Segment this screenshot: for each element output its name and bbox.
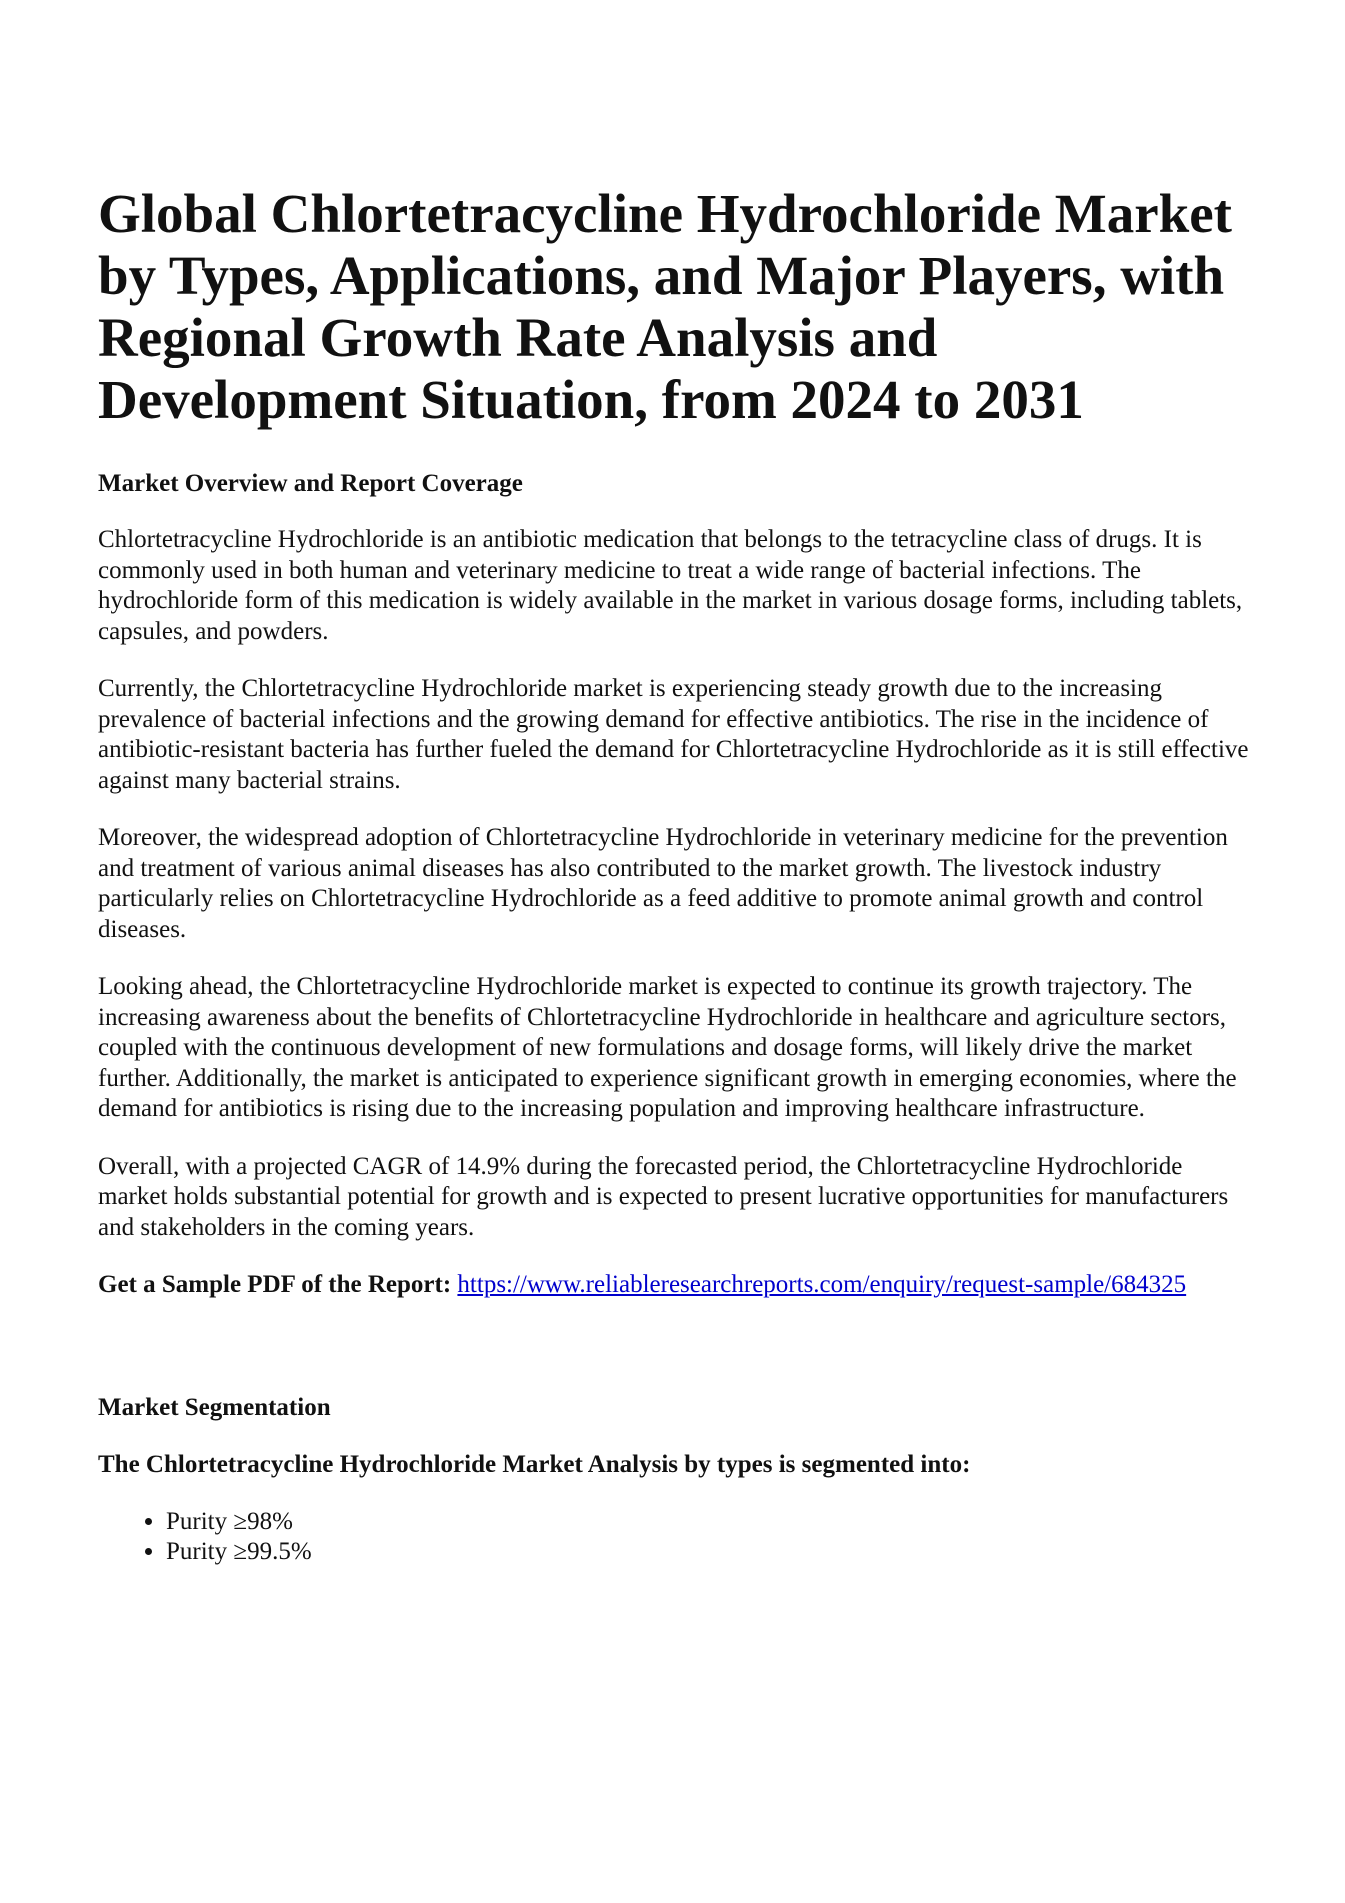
overview-paragraph-5: Overall, with a projected CAGR of 14.9% during the forecasted period, the Chlortetracycline Hydrochloride market holds substantial potential for growth and is expected to present lucrative opportunities for manufacturers and stakeholders in the coming years. <box>98 1152 1229 1241</box>
segmentation-heading: Market Segmentation <box>98 1393 331 1421</box>
overview-paragraph-2: Currently, the Chlortetracycline Hydrochloride market is experiencing steady growth due to the increasing prevalence of bacterial infections and the growing demand for effective antibiotics. The rise in the incidence of antibiotic-resistant bacteria has further fueled the demand for Chlortetracycline Hydrochloride as it is still effective against many bacterial strains. <box>98 675 1249 794</box>
overview-paragraph-1: Chlortetracycline Hydrochloride is an antibiotic medication that belongs to the tetracycline class of drugs. It is commonly used in both human and veterinary medicine to treat a wide range of bacterial infections. The hydrochloride form of this medication is widely available in the market in various dosage forms, including tablets, capsules, and powders. <box>98 526 1243 645</box>
types-list <box>98 1507 1258 1568</box>
sample-pdf-line <box>98 1270 1258 1301</box>
sample-pdf-label: Get a Sample PDF of the Report: <box>98 1271 452 1298</box>
document-page <box>98 183 1258 1568</box>
list-item: • Purity ≥99.5% <box>166 1537 1258 1568</box>
list-item: • Purity ≥98% <box>166 1507 1258 1538</box>
sample-pdf-link[interactable]: https://www.reliableresearchreports.com/enquiry/request-sample/684325 <box>457 1271 1187 1298</box>
document-title: Global Chlortetracycline Hydrochloride Market by Types, Applications, and Major Players, with Regional Growth Rate Analysis and Development Situation, from 2024 to 2031 <box>98 183 1232 430</box>
types-heading: The Chlortetracycline Hydrochloride Market Analysis by types is segmented into: <box>98 1450 971 1478</box>
overview-heading: Market Overview and Report Coverage <box>98 470 523 497</box>
overview-paragraph-3: Moreover, the widespread adoption of Chlortetracycline Hydrochloride in veterinary medicine for the prevention and treatment of various animal diseases has also contributed to the market growth. The livestock industry particularly relies on Chlortetracycline Hydrochloride as a feed additive to promote animal growth and control diseases. <box>98 824 1228 943</box>
overview-paragraph-4: Looking ahead, the Chlortetracycline Hydrochloride market is expected to continue its growth trajectory. The increasing awareness about the benefits of Chlortetracycline Hydrochloride in healthcare and agriculture sectors, coupled with the continuous development of new formulations and dosage forms, will likely drive the market further. Additionally, the market is anticipated to experience significant growth in emerging economies, where the demand for antibiotics is rising due to the increasing population and improving healthcare infrastructure. <box>98 973 1237 1122</box>
